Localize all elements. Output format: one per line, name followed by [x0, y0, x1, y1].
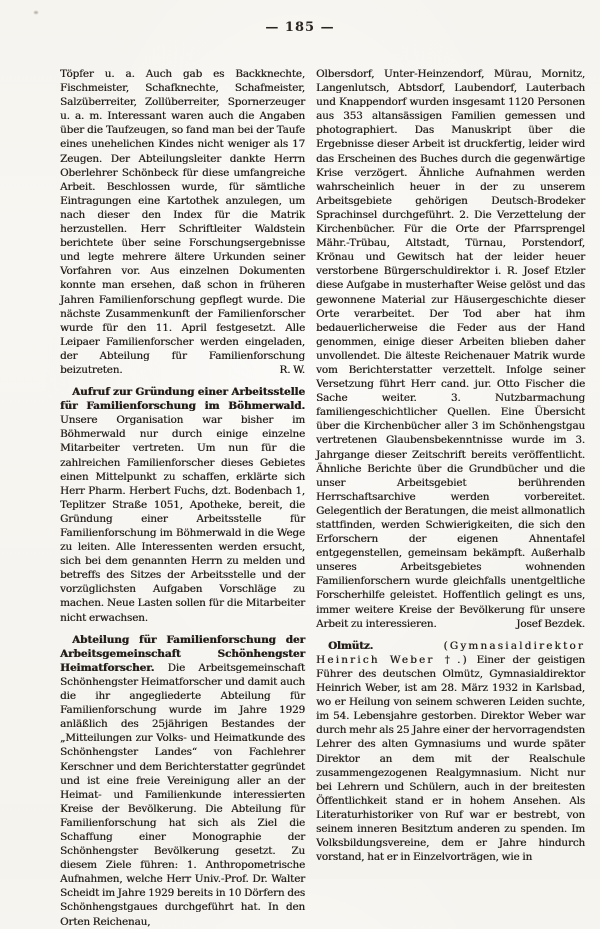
- article-abteilung-schoenhengst: [60, 633, 305, 929]
- paragraph-text: Die Arbeitsgemeinschaft Schönhengster Heimatforscher und damit auch die ihr angegliederte Abteilung für Familienforschung wurde im Jahre 1929 anläßlich des 25jährigen Bestandes der „Mitteilungen zur Volks- und Heimatkunde des Schönhengster Landes“ von Fachlehrer Kerschner und dem Berichterstatter gegründet und ist eine freie Vereinigung aller an der Heimat- und Familienkunde interessierten Kreise der Bevölkerung. Die Abteilung für Familienforschung hat sich als Ziel die Schaffung einer Monographie der Schönhengster Bevölkerung gesetzt. Zu diesem Ziele führen: 1. Anthropometrische Aufnahmen, welche Herr Univ.-Prof. Dr. Walter Scheidt im Jahre 1929 bereits in 10 Dörfern des Schönhengstgaues durchgeführt hat. In den Orten Reichenau,: [60, 661, 305, 928]
- article-olmuetz-weber: [316, 639, 585, 865]
- paragraph-leipa-report: [60, 67, 305, 377]
- left-column: [60, 67, 305, 929]
- paragraph-schoenhengst-continued: [316, 67, 585, 631]
- article-place: Olmütz.: [328, 639, 374, 652]
- signature-initials: R. W.: [279, 363, 305, 376]
- article-aufruf-boehmerwald: [60, 385, 305, 625]
- paragraph-text: Töpfer u. a. Auch gab es Backknechte, Fischmeister, Schafknechte, Schafmeister, Salzüberreiter, Zollüberreiter, Spornerzeuger u. a. m. Interessant waren auch die Angaben über die Taufzeugen, so fand man bei der Taufe eines unehelichen Kindes nicht weniger als 17 Zeugen. Der Abteilungsleiter dankte Herrn Oberlehrer Schönbeck für diese umfangreiche Arbeit. Beschlossen wurde, für sämtliche Eintragungen eine Kartothek anzulegen, um nach dieser den Index für die Matrik herzustellen. Herr Schriftleiter Waldstein berichtete über seine Forschungsergebnisse und legte mehrere ältere Urkunden seiner Vorfahren vor. Aus einzelnen Dokumenten konnte man ersehen, daß schon in früheren Jahren Familienforschung gepflegt wurde. Die nächste Zusammenkunft der Familienforscher wurde für den 11. April festgesetzt. Alle Leipaer Familienforscher werden eingeladen, der Abteilung für Familienforschung beizutreten.: [60, 68, 305, 376]
- scan-speck: [34, 11, 38, 14]
- right-column: [316, 67, 585, 929]
- article-subject: (Gymnasialdirektor Heinrich Weber †.): [316, 639, 585, 666]
- paragraph-text: Einer der geistigen Führer des deutschen Olmütz, Gymnasialdirektor Heinrich Weber, ist am 28. März 1932 in Karlsbad, wo er Heilung von seinem schweren Leiden suchte, im 54. Lebensjahre gestorben. Direktor Weber war durch mehr als 25 Jahre einer der hervorragendsten Lehrer des alten Gymnasiums und wurde später Direktor an dem mit der Realschule zusammengezogenen Realgymnasium. Nicht nur bei Lehrern und Schülern, auch in der breitesten Öffentlichkeit stand er in hohem Ansehen. Als Literaturhistoriker von Ruf war er bestrebt, von seinem inneren Besitztum anderen zu spenden. Im Volksbildungsvereine, dem er Jahre hindurch vorstand, hat er in Einzelvorträgen, wie in: [316, 653, 585, 864]
- article-heading: Abteilung für Familienforschung der Arbeitsgemeinschaft Schönhengster Heimatforscher.: [60, 633, 305, 674]
- paragraph-text: Olbersdorf, Unter-Heinzendorf, Mürau, Mornitz, Langenlutsch, Abtsdorf, Laubendorf, Lauterbach und Knappendorf wurden insgesamt 1120 Personen aus 353 altansässigen Familien gemessen und photographiert. Das Manuskript über die Ergebnisse dieser Arbeit ist druckfertig, leider wird das Erscheinen des Buches durch die gegenwärtige Krise verzögert. Ähnliche Aufnahmen werden wahrscheinlich heuer in der zu unserem Arbeitsgebiete gehörigen Deutsch-Brodeker Sprachinsel durchgeführt. 2. Die Verzettelung der Kirchenbücher. Für die Orte der Pfarrsprengel Mähr.-Trübau, Altstadt, Türnau, Porstendorf, Krönau und Gewitsch hat der leider heuer verstorbene Bürgerschuldirektor i. R. Josef Etzler diese Aufgabe in musterhafter Weise gelöst und das gewonnene Material zur Häusergeschichte dieser Orte verarbeitet. Der Tod aber hat ihm bedauerlicherweise die Feder aus der Hand genommen, einige dieser Arbeiten blieben daher unvollendet. Die älteste Reichenauer Matrik wurde vom Berichterstatter verzettelt. Infolge seiner Versetzung führt Herr cand. jur. Otto Fischer die Sache weiter. 3. Nutzbarmachung familiengeschichtlicher Quellen. Eine Übersicht über die Kirchenbücher aller 3 im Schönhengstgau vertretenen Glaubensbekenntnisse wurde im 3. Jahrgange dieser Zeitschrift bereits veröffentlicht. Ähnliche Berichte über die Grundbücher und die unser Arbeitsgebiet berührenden Herrschaftsarchive werden vorbereitet. Gelegentlich der Beratungen, die meist allmonatlich stattfinden, werden Schwierigkeiten, die sich den Erforschern der eigenen Ahnentafel entgegenstellen, gemeinsam bekämpft. Außerhalb unseres Arbeitsgebietes wohnenden Familienforschern wurde gleichfalls unentgeltliche Forscherhilfe geleistet. Hoffentlich gelingt es uns, immer weitere Kreise der Bevölkerung für unsere Arbeit zu interessieren.: [316, 68, 585, 630]
- text-columns: [60, 67, 585, 929]
- signature-author: Josef Bezdek.: [516, 617, 585, 630]
- article-heading: Aufruf zur Gründung einer Arbeitsstelle für Familienforschung im Böhmerwald.: [60, 386, 305, 413]
- paragraph-text: Unsere Organisation war bisher im Böhmerwald nur durch einige einzelne Mitarbeiter vertreten. Um nun für die zahlreichen Familienforscher dieses Gebietes einen Mittelpunkt zu schaffen, erklärte sich Herr Pharm. Herbert Fuchs, dzt. Bodenbach 1, Teplitzer Straße 1051, Apotheke, bereit, die Gründung einer Arbeitsstelle für Familienforschung im Böhmerwald in die Wege zu leiten. Alle Interessenten werden ersucht, sich bei dem genannten Herrn zu melden und betreffs des Sitzes der Arbeitsstelle und der vorzüglichsten Aufgaben Vorschläge zu machen. Neue Lasten sollen für die Mitarbeiter nicht erwachsen.: [60, 414, 305, 624]
- page-number: — 185 —: [265, 20, 335, 35]
